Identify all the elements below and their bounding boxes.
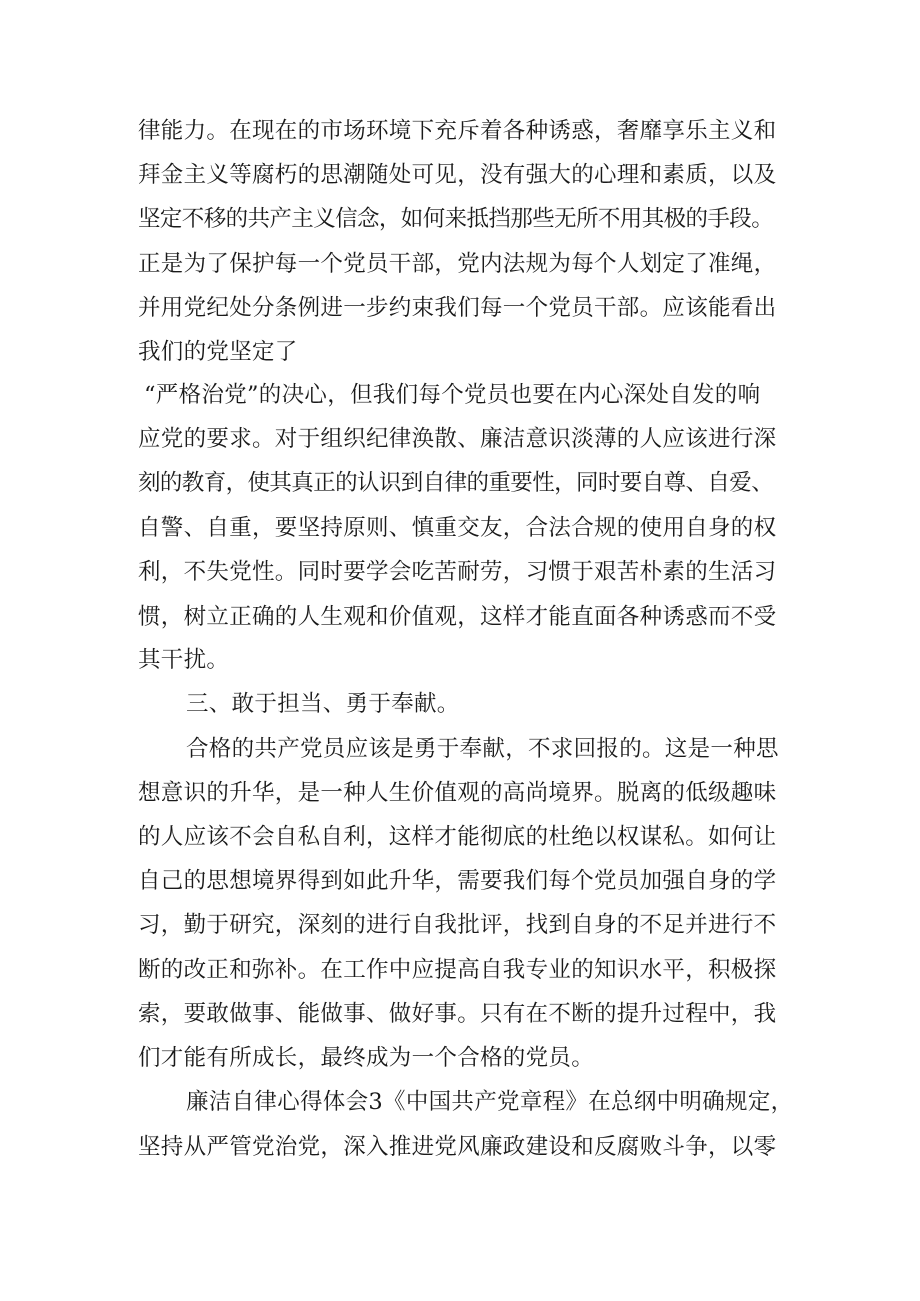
- paragraph-line: 自警、自重，要坚持原则、慎重交友，合法合规的使用自身的权: [138, 515, 777, 541]
- paragraph-line: 坚定不移的共产主义信念，如何来抵挡那些无所不用其极的手段。: [138, 206, 774, 232]
- paragraph-line: 其干扰。: [138, 647, 230, 673]
- paragraph-line: “严格治党”的决心，但我们每个党员也要在内心深处自发的响: [144, 382, 761, 408]
- paragraph-line: 合格的共产党员应该是勇于奉献，不求回报的。这是一种思: [186, 736, 779, 762]
- paragraph-line: 惯，树立正确的人生观和价值观，这样才能直面各种诱惑而不受: [138, 604, 777, 630]
- paragraph-line: 断的改正和弥补。在工作中应提高自我专业的知识水平，积极探: [138, 957, 777, 983]
- paragraph-line: 律能力。在现在的市场环境下充斥着各种诱惑，奢靡享乐主义和: [138, 118, 777, 144]
- paragraph-line: 索，要敢做事、能做事、做好事。只有在不断的提升过程中，我: [138, 1001, 777, 1027]
- paragraph-line: 应党的要求。对于组织纪律涣散、廉洁意识淡薄的人应该进行深: [138, 426, 777, 452]
- paragraph-line: 利，不失党性。同时要学会吃苦耐劳，习惯于艰苦朴素的生活习: [138, 559, 777, 585]
- paragraph-line: 拜金主义等腐朽的思潮随处可见，没有强大的心理和素质，以及: [138, 162, 777, 188]
- paragraph-line: 们才能有所成长，最终成为一个合格的党员。: [138, 1045, 595, 1071]
- paragraph-line: 我们的党坚定了: [138, 339, 298, 365]
- paragraph-line: 廉洁自律心得体会3《中国共产党章程》在总纲中明确规定，: [186, 1089, 794, 1115]
- paragraph-line: 想意识的升华，是一种人生价值观的高尚境界。脱离的低级趣味: [138, 780, 777, 806]
- paragraph-line: 刻的教育，使其真正的认识到自律的重要性，同时要自尊、自爱、: [138, 470, 774, 496]
- paragraph-line: 习，勤于研究，深刻的进行自我批评，找到自身的不足并进行不: [138, 912, 777, 938]
- paragraph-line: 自己的思想境界得到如此升华，需要我们每个党员加强自身的学: [138, 868, 777, 894]
- paragraph-line: 正是为了保护每一个党员干部，党内法规为每个人划定了准绳，: [138, 251, 777, 277]
- paragraph-line: 坚持从严管党治党，深入推进党风廉政建设和反腐败斗争，以零: [138, 1134, 777, 1160]
- paragraph-line: 并用党纪处分条例进一步约束我们每一个党员干部。应该能看出: [138, 295, 777, 321]
- section-heading: 三、敢于担当、勇于奉献。: [186, 691, 460, 717]
- paragraph-line: 的人应该不会自私自利，这样才能彻底的杜绝以权谋私。如何让: [138, 824, 777, 850]
